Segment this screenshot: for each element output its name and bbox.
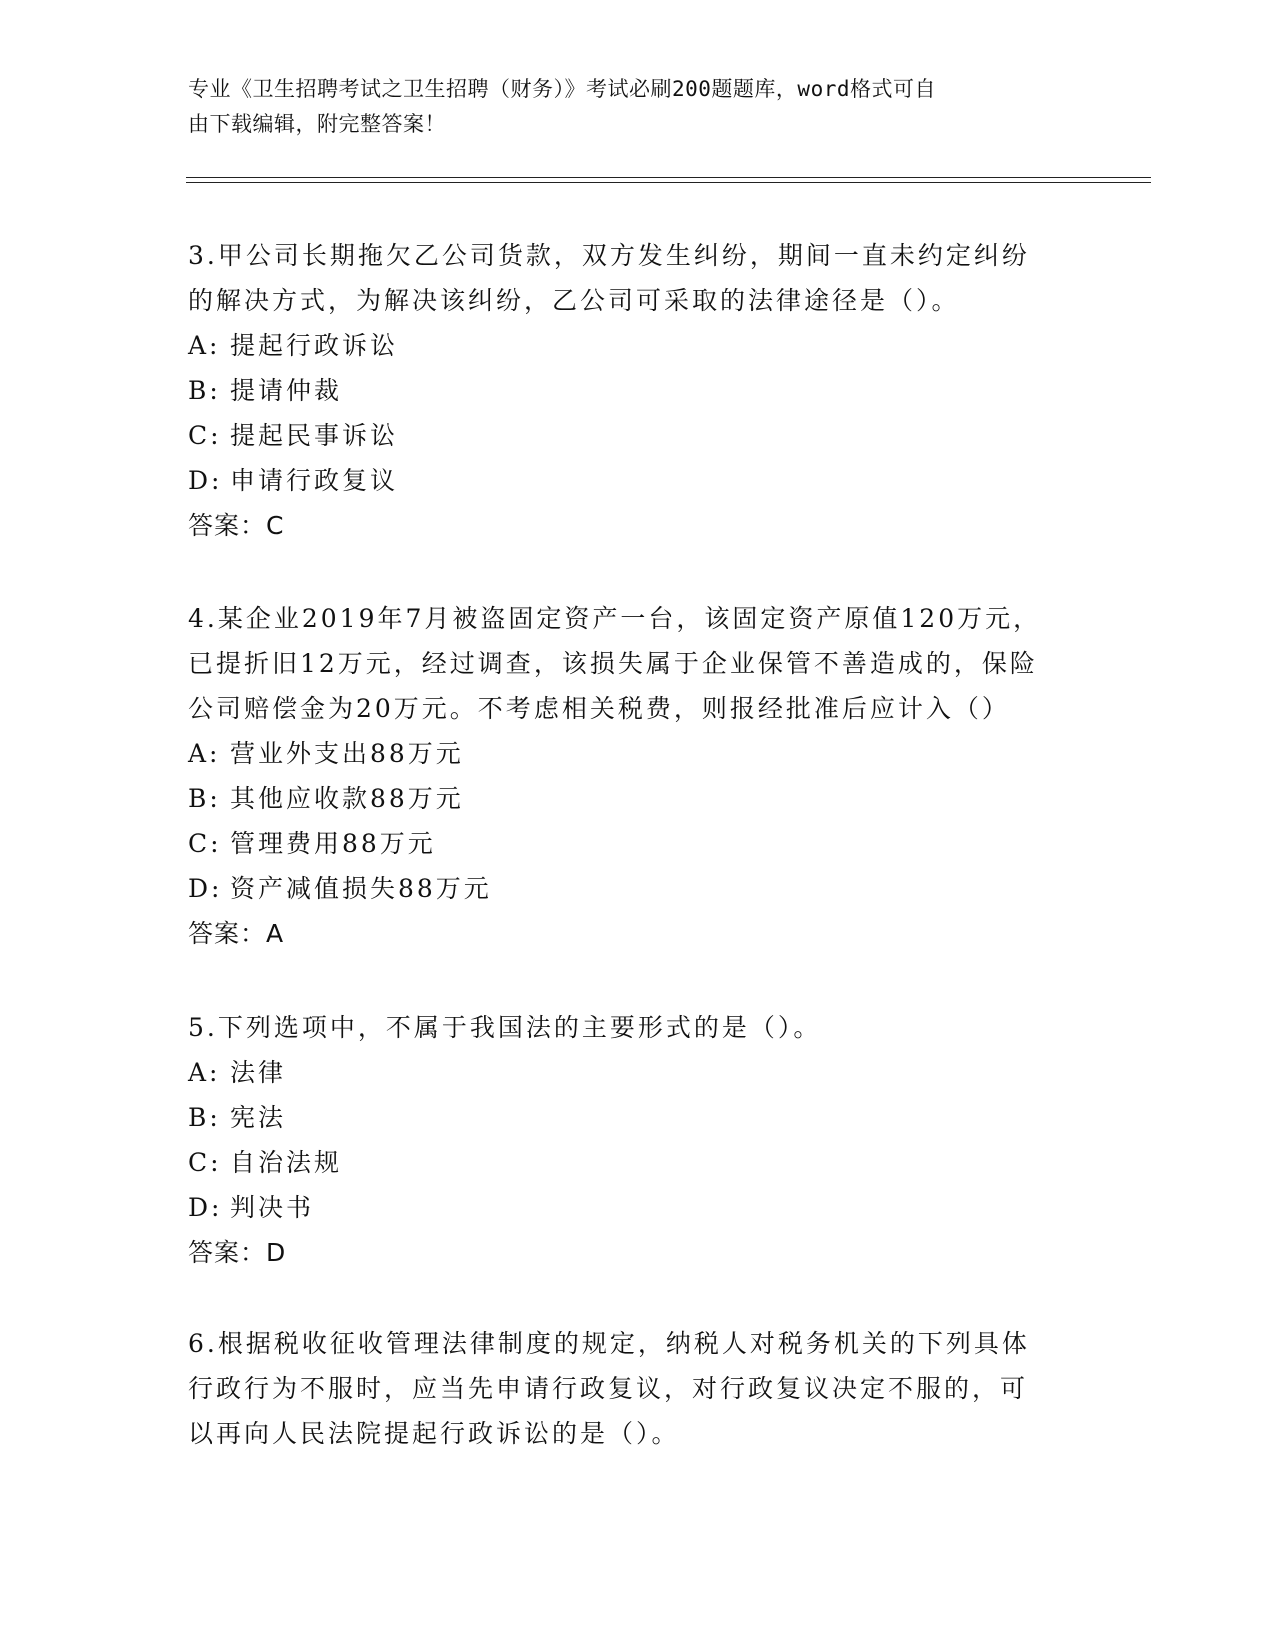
option-a (188, 731, 1078, 776)
option-a (188, 1050, 1078, 1095)
header-line-2: 由下载编辑，附完整答案！ (188, 112, 446, 136)
option-key: C: (188, 1148, 222, 1177)
header-divider-bottom (186, 182, 1151, 183)
option-text: 资产减值损失88万元 (230, 874, 492, 903)
option-c (188, 821, 1078, 866)
option-text: 判决书 (230, 1193, 315, 1222)
answer: 答案：D (188, 1238, 287, 1267)
option-key: A: (188, 739, 221, 768)
question-line: 3.甲公司长期拖欠乙公司货款，双方发生纠纷，期间一直未约定纠纷 (188, 241, 1030, 270)
header-line-1: 专业《卫生招聘考试之卫生招聘（财务）》考试必刷200题题库，word格式可自 (188, 77, 936, 101)
option-text: 申请行政复议 (230, 466, 399, 495)
option-key: B: (188, 376, 221, 405)
option-key: C: (188, 421, 222, 450)
question-line: 行政行为不服时，应当先申请行政复议，对行政复议决定不服的，可 (188, 1374, 1029, 1403)
option-b (188, 1095, 1078, 1140)
option-d (188, 866, 1078, 911)
option-text: 法律 (230, 1058, 287, 1087)
question-4 (188, 596, 1078, 956)
option-key: B: (188, 784, 221, 813)
option-text: 提起民事诉讼 (230, 421, 399, 450)
option-key: C: (188, 829, 222, 858)
option-key: A: (188, 1058, 221, 1087)
option-c (188, 1140, 1078, 1185)
question-3 (188, 233, 1078, 548)
question-line: 已提折旧12万元，经过调查，该损失属于企业保管不善造成的，保险 (188, 649, 1038, 678)
option-d (188, 1185, 1078, 1230)
option-b (188, 368, 1078, 413)
option-key: A: (188, 331, 221, 360)
option-key: D: (188, 466, 223, 495)
option-c (188, 413, 1078, 458)
option-key: B: (188, 1103, 221, 1132)
option-text: 提请仲裁 (230, 376, 343, 405)
option-d (188, 458, 1078, 503)
option-key: D: (188, 874, 223, 903)
answer: 答案：A (188, 919, 285, 948)
question-line: 公司赔偿金为20万元。不考虑相关税费，则报经批准后应计入（） (188, 694, 1010, 723)
option-text: 其他应收款88万元 (230, 784, 464, 813)
question-line: 的解决方式，为解决该纠纷，乙公司可采取的法律途径是（）。 (188, 286, 960, 315)
option-text: 自治法规 (230, 1148, 343, 1177)
question-6 (188, 1321, 1078, 1456)
option-b (188, 776, 1078, 821)
option-a (188, 323, 1078, 368)
option-text: 管理费用88万元 (230, 829, 436, 858)
question-5 (188, 1005, 1078, 1275)
option-key: D: (188, 1193, 223, 1222)
answer: 答案：C (188, 511, 285, 540)
document-header (188, 72, 1068, 142)
question-line: 6.根据税收征收管理法律制度的规定，纳税人对税务机关的下列具体 (188, 1329, 1030, 1358)
question-line: 5.下列选项中，不属于我国法的主要形式的是（）。 (188, 1013, 822, 1042)
header-divider-top (186, 177, 1151, 178)
option-text: 提起行政诉讼 (230, 331, 399, 360)
question-line: 4.某企业2019年7月被盗固定资产一台，该固定资产原值120万元， (188, 604, 1042, 633)
question-line: 以再向人民法院提起行政诉讼的是（）。 (188, 1419, 680, 1448)
option-text: 营业外支出88万元 (230, 739, 464, 768)
option-text: 宪法 (230, 1103, 287, 1132)
